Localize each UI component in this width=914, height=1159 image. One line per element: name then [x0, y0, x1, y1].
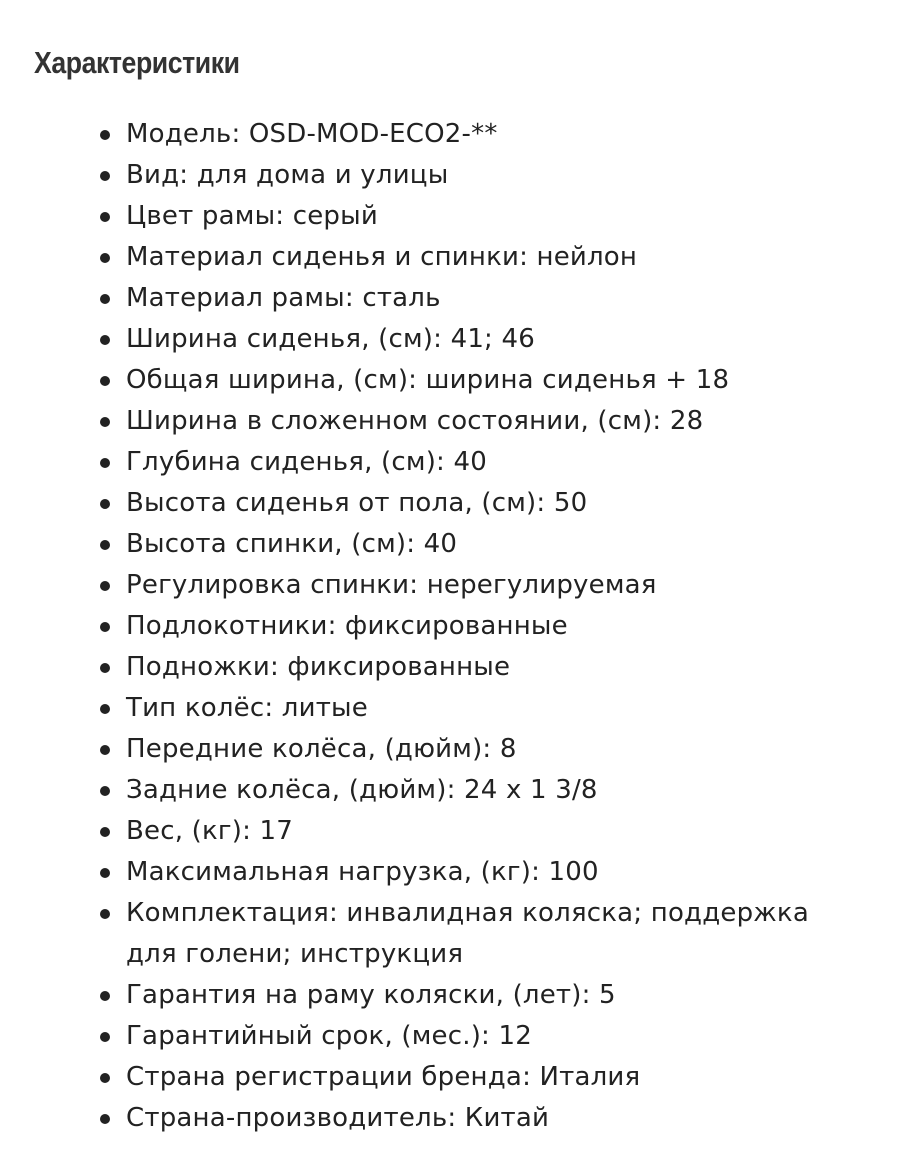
bullet-icon	[100, 868, 110, 878]
spec-list-item	[0, 114, 880, 155]
bullet-icon	[100, 130, 110, 140]
bullet-icon	[100, 417, 110, 427]
spec-text: Тип колёс: литые	[126, 693, 368, 723]
spec-list	[0, 114, 880, 1139]
spec-text: Страна регистрации бренда: Италия	[126, 1062, 641, 1092]
spec-list-item	[0, 278, 880, 319]
bullet-icon	[100, 745, 110, 755]
bullet-icon	[100, 294, 110, 304]
spec-list-item	[0, 565, 880, 606]
bullet-icon	[100, 335, 110, 345]
spec-text: Цвет рамы: серый	[126, 201, 378, 231]
bullet-icon	[100, 499, 110, 509]
bullet-icon	[100, 704, 110, 714]
spec-text: Гарантия на раму коляски, (лет): 5	[126, 980, 616, 1010]
bullet-icon	[100, 909, 110, 919]
bullet-icon	[100, 1073, 110, 1083]
spec-list-item	[0, 155, 880, 196]
spec-text: Задние колёса, (дюйм): 24 x 1 3/8	[126, 775, 598, 805]
spec-list-item	[0, 852, 880, 893]
spec-text: Страна-производитель: Китай	[126, 1103, 550, 1133]
spec-list-item	[0, 729, 880, 770]
spec-text: Материал рамы: сталь	[126, 283, 441, 313]
spec-list-item	[0, 606, 880, 647]
bullet-icon	[100, 540, 110, 550]
bullet-icon	[100, 786, 110, 796]
spec-list-item	[0, 524, 880, 565]
spec-list-item	[0, 770, 880, 811]
spec-list-item	[0, 1016, 880, 1057]
spec-list-item	[0, 360, 880, 401]
bullet-icon	[100, 581, 110, 591]
spec-list-item	[0, 1098, 880, 1139]
spec-text: Регулировка спинки: нерегулируемая	[126, 570, 657, 600]
spec-text: Модель: OSD-MOD-ECO2-**	[126, 119, 498, 149]
spec-list-item	[0, 811, 880, 852]
spec-list-item	[0, 401, 880, 442]
spec-text: Максимальная нагрузка, (кг): 100	[126, 857, 599, 887]
bullet-icon	[100, 622, 110, 632]
bullet-icon	[100, 253, 110, 263]
bullet-icon	[100, 991, 110, 1001]
bullet-icon	[100, 458, 110, 468]
spec-list-item	[0, 647, 880, 688]
bullet-icon	[100, 212, 110, 222]
bullet-icon	[100, 171, 110, 181]
spec-text: Подлокотники: фиксированные	[126, 611, 568, 641]
spec-text: Подножки: фиксированные	[126, 652, 511, 682]
spec-text: Комплектация: инвалидная коляска; поддержка для голени; инструкция	[126, 898, 809, 969]
spec-list-item	[0, 975, 880, 1016]
spec-list-item	[0, 688, 880, 729]
section-title: Характеристики	[34, 45, 240, 80]
spec-text: Общая ширина, (см): ширина сиденья + 18	[126, 365, 730, 395]
spec-text: Высота сиденья от пола, (см): 50	[126, 488, 588, 518]
spec-list-item	[0, 893, 880, 975]
spec-text: Передние колёса, (дюйм): 8	[126, 734, 517, 764]
spec-text: Гарантийный срок, (мес.): 12	[126, 1021, 532, 1051]
spec-list-item	[0, 237, 880, 278]
spec-list-item	[0, 442, 880, 483]
bullet-icon	[100, 1114, 110, 1124]
spec-text: Ширина сиденья, (см): 41; 46	[126, 324, 535, 354]
spec-text: Материал сиденья и спинки: нейлон	[126, 242, 638, 272]
spec-list-item	[0, 1057, 880, 1098]
bullet-icon	[100, 827, 110, 837]
spec-text: Вид: для дома и улицы	[126, 160, 449, 190]
bullet-icon	[100, 663, 110, 673]
spec-list-item	[0, 196, 880, 237]
spec-text: Ширина в сложенном состоянии, (см): 28	[126, 406, 704, 436]
bullet-icon	[100, 1032, 110, 1042]
spec-list-item	[0, 483, 880, 524]
spec-text: Глубина сиденья, (см): 40	[126, 447, 487, 477]
spec-list-item	[0, 319, 880, 360]
bullet-icon	[100, 376, 110, 386]
spec-text: Вес, (кг): 17	[126, 816, 294, 846]
spec-text: Высота спинки, (см): 40	[126, 529, 458, 559]
